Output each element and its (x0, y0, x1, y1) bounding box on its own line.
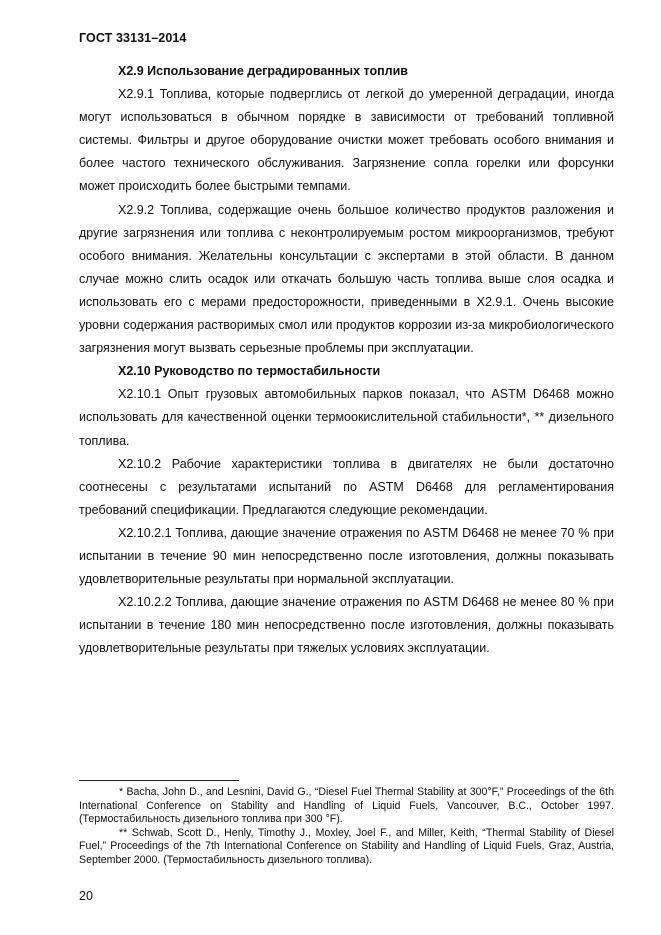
paragraph: X2.10.2.2 Топлива, дающие значение отражения по ASTM D6468 не менее 80 % при испытании в течение 180 мин непосредственно после изготовления, должны показывать удовлетворительные результаты при тяжелых условиях эксплуатации. (79, 595, 614, 656)
paragraph: X2.10.1 Опыт грузовых автомобильных парков показал, что ASTM D6468 можно использовать для качественной оценки термоокислительной стабильности*, ** дизельного топлива. (79, 387, 614, 448)
section-heading: X2.10 Руководство по термостабильности (118, 364, 381, 379)
footnote-separator (79, 780, 239, 781)
document-header: ГОСТ 33131–2014 (79, 31, 187, 45)
paragraph: X2.9.1 Топлива, которые подверглись от легкой до умеренной деградации, иногда могут использоваться в обычном порядке в зависимости от требований топливной системы. Фильтры и другое оборудование очистки может требовать особого внимания и более частого технического обслуживания. Загрязнение сопла горелки или форсунки может происходить более быстрыми темпами. (79, 87, 614, 194)
page-number: 20 (79, 889, 93, 903)
paragraph: X2.10.2.1 Топлива, дающие значение отражения по ASTM D6468 не менее 70 % при испытании в течение 90 мин непосредственно после изготовления, должны показывать удовлетворительные результаты при нормальной эксплуатации. (79, 525, 614, 587)
paragraph: X2.10.2 Рабочие характеристики топлива в двигателях не были достаточно соотнесены с результатами испытаний по ASTM D6468 для регламентирования требований спецификации. Предлагаются следующие рекомендации. (79, 456, 614, 517)
document-body (79, 60, 614, 660)
section-heading: X2.9 Использование деградированных топлив (118, 64, 408, 78)
paragraph: X2.9.2 Топлива, содержащие очень большое количество продуктов разложения и другие загрязнения или топлива с неконтролируемым ростом микроорганизмов, требуют особого внимания. Желательны консультации с экспертами в этой области. В данном случае можно слить осадок или откачать большую часть топлива выше слоя осадка и использовать его с мерами предосторожности, приведенными в X2.9.1. Очень высокие уровни содержания растворимых смол или продуктов коррозии из-за микробиологического загрязнения могут вызвать серьезные проблемы при эксплуатации. (79, 202, 614, 356)
footnote: * Bacha, John D., and Lesnini, David G., “Diesel Fuel Thermal Stability at 300°F,” Proceedings of the 6th International Conference on Stability and Handling of Liquid Fuels, Vancouver, B.C., October 1997. (Термостабильность дизельного топлива при 300 °F). (79, 786, 614, 826)
footnote: ** Schwab, Scott D., Henly, Timothy J., Moxley, Joel F., and Miller, Keith, “Thermal Stability of Diesel Fuel,” Proceedings of the 7th International Conference on Stability and Handling of Liquid Fuels, Graz, Austria, September 2000. (Термостабильность дизельного топлива). (79, 826, 614, 866)
footnotes (79, 786, 614, 868)
